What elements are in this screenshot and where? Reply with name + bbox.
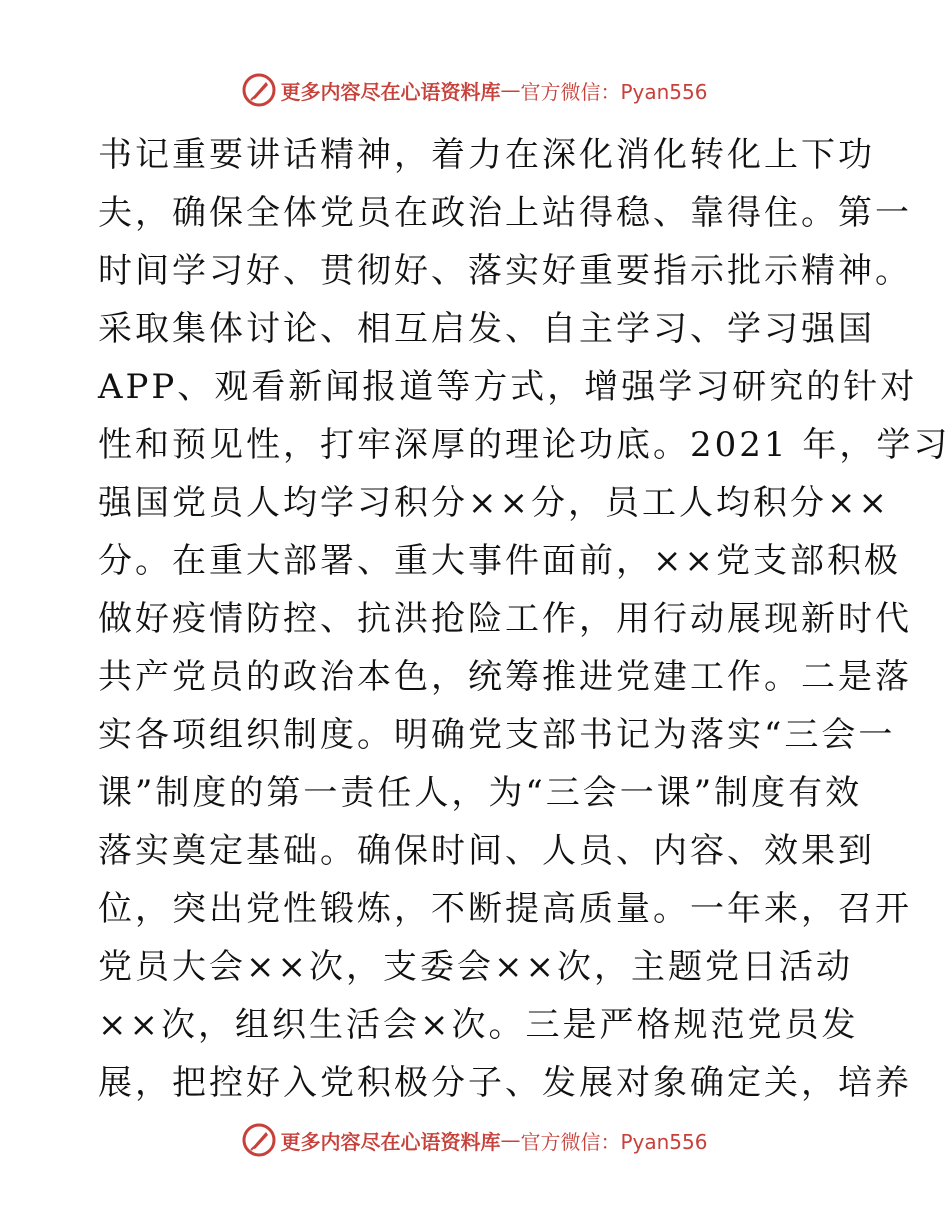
text-line: 性和预见性，打牢深厚的理论功底。2021 年，学习 [98,425,950,465]
text-line: 党员大会××次，支委会××次，主题党日活动 [98,947,853,987]
quill-logo-icon [242,1123,276,1157]
text-line: 课”制度的第一责任人，为“三会一课”制度有效 [98,773,863,813]
text-line: 位，突出党性锻炼，不断提高质量。一年来，召开 [98,889,912,929]
watermark-separator: — [500,1128,521,1152]
document-body [98,126,950,1112]
watermark-separator: — [500,78,521,102]
text-line: 实各项组织制度。明确党支部书记为落实“三会一 [98,715,896,755]
text-line: 展，把控好入党积极分子、发展对象确定关，培养 [98,1063,912,1103]
text-line: 夫，确保全体党员在政治上站得稳、靠得住。第一 [98,193,912,233]
watermark-contact: 官方微信：Pyan556 [520,79,708,104]
text-line: 落实奠定基础。确保时间、人员、内容、效果到 [98,831,875,871]
text-line: 做好疫情防控、抗洪抢险工作，用行动展现新时代 [98,599,912,639]
text-line: 共产党员的政治本色，统筹推进党建工作。二是落 [98,657,912,697]
text-line: ××次，组织生活会×次。三是严格规范党员发 [98,1005,859,1045]
text-line: 书记重要讲话精神，着力在深化消化转化上下功 [98,135,875,175]
text-line: 采取集体讨论、相互启发、自主学习、学习强国 [98,309,875,349]
watermark-main-text: 更多内容尽在心语资料库 [280,79,501,104]
text-line: APP、观看新闻报道等方式，增强学习研究的针对 [98,367,918,407]
text-line: 强国党员人均学习积分××分，员工人均积分×× [98,483,890,523]
header-watermark [0,70,950,110]
watermark-contact: 官方微信：Pyan556 [520,1129,708,1154]
quill-logo-icon [242,73,276,107]
footer-watermark [0,1120,950,1160]
text-line: 时间学习好、贯彻好、落实好重要指示批示精神。 [98,251,912,291]
watermark-main-text: 更多内容尽在心语资料库 [280,1129,501,1154]
text-line: 分。在重大部署、重大事件面前，××党支部积极 [98,541,901,581]
